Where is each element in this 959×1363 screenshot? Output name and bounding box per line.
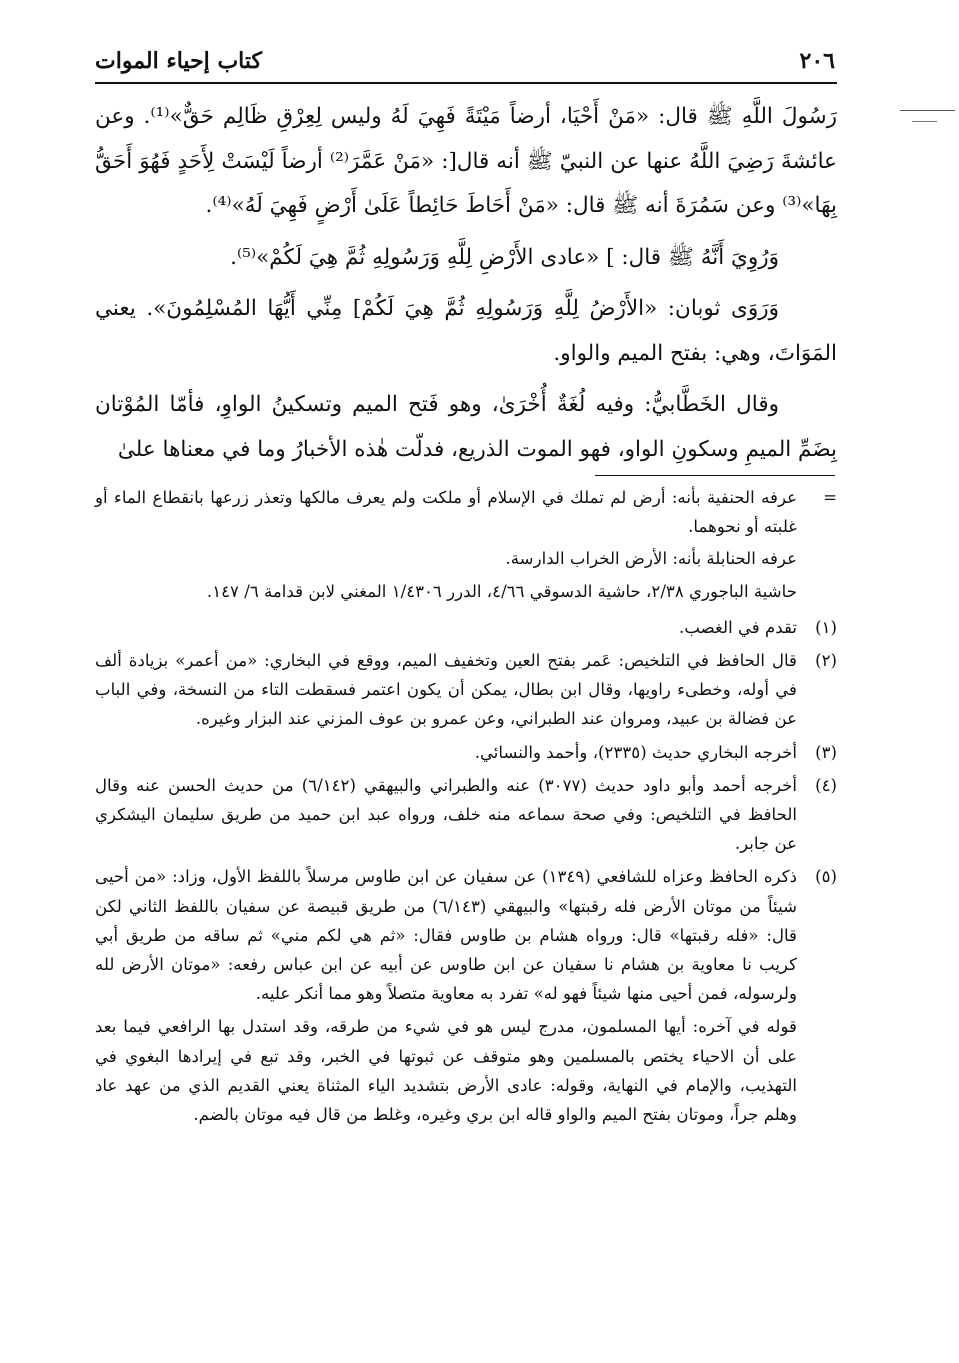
carry-over-paragraph: عرفه الحنابلة بأنه: الأرض الخراب الدارسة. xyxy=(505,549,797,569)
carry-over-mark: = xyxy=(823,488,837,507)
footnote-text: قال الحافظ في التلخيص: عَمر بفتح العين وتخفيف الميم، ووقع في البخاري: «من أعمر» بزيادة ألف في أوله، وخطىء راويها، وقال ابن بطال، يمكن أن يكون اعتمر فسقطت التاء من النسخة، وفي الباب عن فضالة بن عبيد، ومروان عند الطبراني، وعن عمرو بن عوف المزني عند البزار وغيره. xyxy=(95,651,797,729)
footnote-5 xyxy=(95,862,837,1008)
main-paragraph-1: رَسُولَ اللَّهِ ﷺ قال: «مَنْ أَحْيَا، أرضاً مَيْتَةً فَهِيَ لَهُ وليس لِعِرْقِ ظَالِم حَقٌّ»⁽¹⁾. وعن عائشةَ رَضِيَ اللَّهُ عنها عن النبيّ ﷺ أنه قال[: «مَنْ عَمَّرَ⁽²⁾ أرضاً لَيْسَتْ لِأَحَدٍ فَهُوَ أَحَقُّ بِهَا»⁽³⁾ وعن سَمُرَةَ أنه ﷺ قال: «مَنْ أَحَاطَ حَائِطاً عَلَىٰ أَرْضٍ فَهِيَ لَهُ»⁽⁴⁾. xyxy=(95,104,837,218)
footnote-number: (٣) xyxy=(815,742,837,762)
page-number: ٢٠٦ xyxy=(799,48,835,74)
header-rule xyxy=(95,82,837,84)
main-paragraph-2: وَرُوِيَ أَنَّهُ ﷺ قال: ] «عادى الأَرْضِ لِلَّهِ وَرَسُولِهِ ثُمَّ هِيَ لَكُمْ»⁽⁵⁾. xyxy=(230,244,779,270)
page-header xyxy=(95,42,835,80)
footnote-text: تقدم في الغصب. xyxy=(679,617,797,637)
main-text xyxy=(95,95,837,479)
carry-over-paragraph: عرفه الحنفية بأنه: أرض لم تملك في الإسلام أو ملكت ولم يعرف مالكها وتعذر زرعها بانقطاع الماء أو غلبته أو نحوهما. xyxy=(95,488,797,537)
main-paragraph-3: وَرَوَى ثوبان: «الأَرْضُ لِلَّهِ وَرَسُولِهِ ثُمَّ هِيَ لَكُمْ] مِنِّي أَيُّهَا المُسْلِمُونَ». يعني المَوَاتَ، وهي: بفتح الميم والواو. xyxy=(95,296,837,366)
footnote-number: (٥) xyxy=(815,867,837,887)
footnote-number: (٢) xyxy=(815,651,837,671)
footnote-4 xyxy=(95,771,837,859)
margin-mark xyxy=(900,110,955,111)
footnote-text: أخرجه البخاري حديث (٢٣٣٥)، وأحمد والنسائي. xyxy=(474,742,797,762)
footnote-text: أخرجه أحمد وأبو داود حديث (٣٠٧٧) عنه والطبراني والبيهقي (٦/١٤٢) من حديث الحسن عنه وقال الحافظ في التلخيص: وفي صحة سماعه منه خلف، ورواه عبد ابن حميد من طريق سليمان اليشكري عن جابر. xyxy=(95,775,797,854)
margin-mark-short xyxy=(912,121,937,122)
footnote-number: (١) xyxy=(815,617,837,637)
footnotes xyxy=(95,483,837,1133)
footnote-number: (٤) xyxy=(815,775,837,795)
footnote-1 xyxy=(95,613,837,642)
carry-over-paragraph: حاشية الباجوري ٢/٣٨، حاشية الدسوقي ٤/٦٦، الدرر ١/٤٣٠٦ المغني لابن قدامة ٦/ ١٤٧. xyxy=(206,581,797,601)
footnote-5-continuation: قوله في آخره: أيها المسلمون، مدرج ليس هو في شيء من طرقه، وقد استدل بها الرافعي فيما بعد على أن الاحياء يختص بالمسلمين وهو متوقف عن ثبوتها في الخبر، وقد تبع في إيرادها البغوي في التهذيب، والإمام في النهاية، وقوله: عادى الأرض بتشديد الياء المثناة يعني القديم الذي من عهد عاد وهلم جراً، وموتان بفتح الميم والواو قاله ابن بري وغيره، وغلط من قال فيه موتان بالضم. xyxy=(95,1017,797,1125)
footnote-text: ذكره الحافظ وعزاه للشافعي (١٣٤٩) عن سفيان عن ابن طاوس مرسلاً باللفظ الأول، وزاد: «من أحيى شيئاً من موتان الأرض فله رقبتها» والبيهقي (٦/١٤٣) من طريق قبيصة عن سفيان باللفظ الثاني لكن قال: «فله رقبتها» قال: ورواه هشام بن طاوس فقال: «ثم هي لكم مني» ثم ساقه من طريق أبي كريب نا معاوية بن هشام نا سفيان عن ابن طاوس عن أبيه عن ابن عباس رفعه: «موتان الأرض لله ولرسوله، فمن أحيى منها شيئاً فهو له» تفرد به معاوية متصلاً وهو مما أنكر عليه. xyxy=(95,867,797,1004)
footnote-carry-over xyxy=(95,483,837,609)
footnote-2 xyxy=(95,646,837,734)
main-paragraph-4: وقال الخَطَّابيُّ: وفيه لُغَةٌ أُخْرَىٰ، وهو فَتح الميم وتسكينُ الواوِ، فأمّا المُوْتان بِضَمِّ الميمِ وسكونِ الواو، فهو الموت الذريع، فدلّت هٰذه الأخبارُ وما في معناها علىٰ xyxy=(95,392,837,462)
footnote-3 xyxy=(95,738,837,767)
book-title: كتاب إحياء الموات xyxy=(95,48,262,74)
footnote-separator xyxy=(595,475,835,476)
